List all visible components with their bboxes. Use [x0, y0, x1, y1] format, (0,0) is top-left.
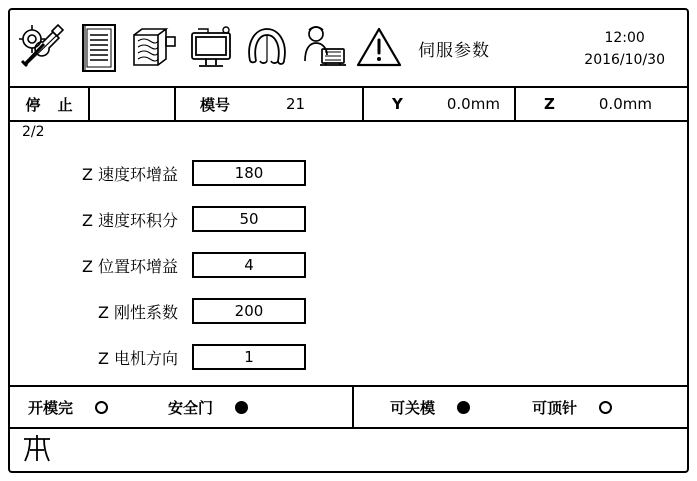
indicator-group-right	[354, 387, 687, 427]
robot-hand-icon[interactable]	[240, 17, 294, 79]
indicator-mold-open-complete	[10, 397, 108, 418]
indicator-label: 开模完	[28, 398, 74, 417]
indicator-label: 安全门	[168, 398, 214, 417]
parameter-row	[10, 334, 687, 380]
clock-date: 2016/10/30	[584, 51, 665, 68]
mold-number-label: 模号	[200, 95, 231, 114]
parameter-label: Z 位置环增益	[81, 256, 178, 276]
indicator-label: 可关模	[390, 398, 436, 417]
mold-adjust-icon[interactable]	[128, 17, 182, 79]
axis-z-value: 0.0mm	[598, 95, 652, 113]
parameter-row	[10, 288, 687, 334]
status-blank-cell	[90, 88, 176, 120]
parameter-list	[10, 150, 687, 380]
indicator-can-eject	[470, 397, 612, 418]
status-bar	[10, 88, 687, 122]
axis-y-label: Y	[392, 95, 403, 113]
axis-y-value: 0.0mm	[446, 95, 500, 113]
app-frame	[8, 8, 689, 473]
parameter-row	[10, 242, 687, 288]
axis-z-cell[interactable]	[516, 88, 687, 120]
clock-time: 12:00	[604, 30, 645, 46]
parameter-input[interactable]: 4	[192, 252, 306, 278]
indicator-group-left	[10, 387, 354, 427]
parameter-row	[10, 150, 687, 196]
operator-icon[interactable]	[296, 17, 350, 79]
indicator-bar	[10, 387, 687, 429]
monitor-icon[interactable]	[184, 17, 238, 79]
parameter-input[interactable]: 50	[192, 206, 306, 232]
parameter-label: Z 速度环积分	[81, 210, 178, 230]
header-icon-strip	[10, 17, 406, 79]
axis-y-cell[interactable]	[364, 88, 516, 120]
status-led-on	[235, 401, 248, 414]
indicator-safety-door	[108, 397, 248, 418]
machine-home-icon[interactable]	[20, 431, 54, 469]
header-bar	[10, 10, 687, 88]
parameter-input[interactable]: 200	[192, 298, 306, 324]
footer-bar	[10, 429, 687, 471]
parameter-label: Z 电机方向	[97, 348, 178, 368]
parameter-label: Z 刚性系数	[97, 302, 178, 322]
page-indicator: 2/2	[22, 124, 45, 140]
parameter-row	[10, 196, 687, 242]
machine-state: 停 止	[10, 88, 90, 120]
parameter-input[interactable]: 180	[192, 160, 306, 186]
parameter-input[interactable]: 1	[192, 344, 306, 370]
status-led-off	[95, 401, 108, 414]
tools-icon[interactable]	[16, 17, 70, 79]
status-led-off	[599, 401, 612, 414]
clock	[584, 28, 665, 71]
indicator-label: 可顶针	[532, 398, 578, 417]
indicator-can-close-mold	[354, 397, 470, 418]
main-content	[10, 122, 687, 387]
warning-icon[interactable]	[352, 17, 406, 79]
status-led-on	[457, 401, 470, 414]
mold-number-value: 21	[286, 95, 306, 113]
mold-number-cell[interactable]	[176, 88, 364, 120]
axis-z-label: Z	[544, 95, 555, 113]
document-icon[interactable]	[72, 17, 126, 79]
parameter-label: Z 速度环增益	[81, 164, 178, 184]
page-title: 伺服参数	[418, 40, 490, 61]
